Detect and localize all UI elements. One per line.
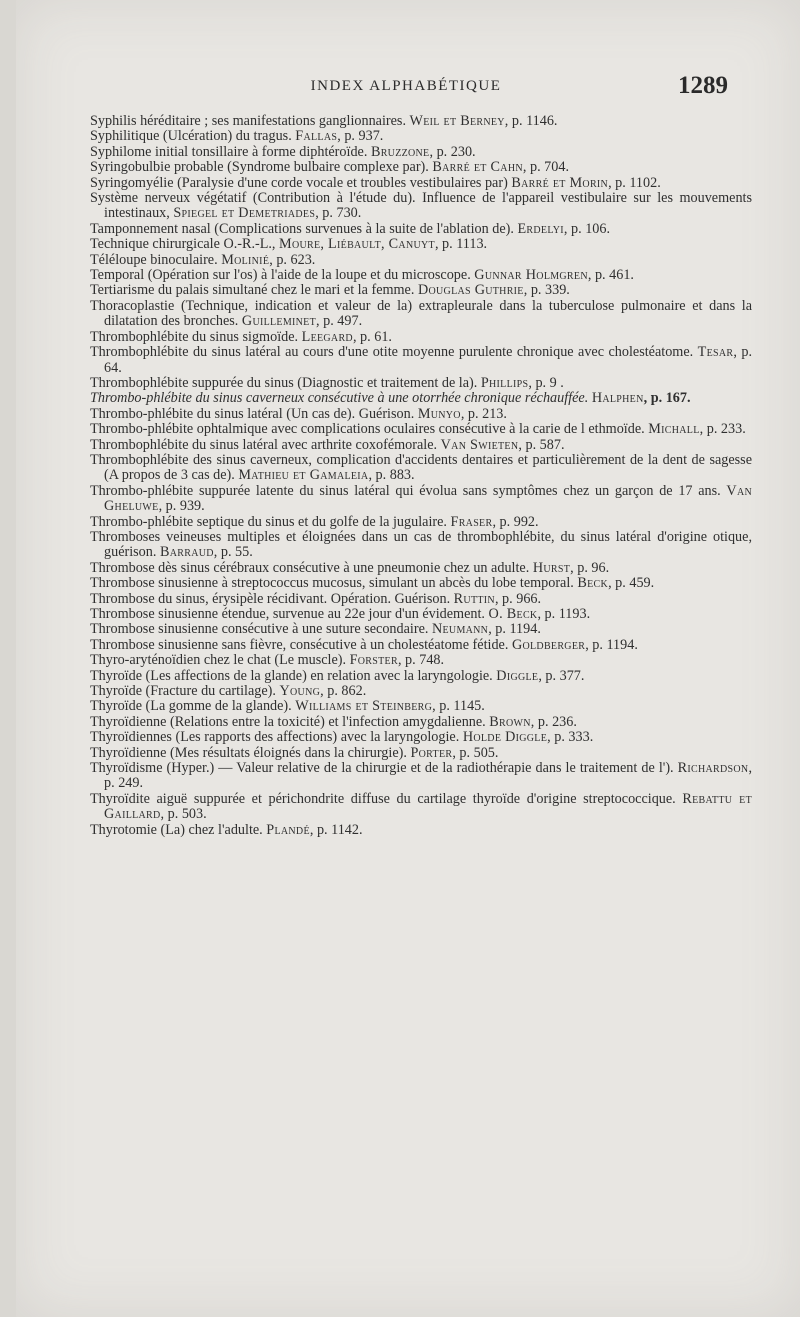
entry-page-ref: , p. 1194. (585, 636, 638, 653)
index-entry (90, 438, 752, 453)
entry-page-ref: , p. 1193. (537, 606, 591, 622)
entry-authors: Hurst (532, 559, 571, 576)
entry-subject: Thrombophlébite du sinus latéral au cours d'une otite moyenne purulente chronique avec cholestéatome. (90, 344, 698, 361)
entry-subject: Thrombose dès sinus cérébraux consécutive à une pneumonie chez un adulte. (90, 559, 533, 576)
index-entry (90, 592, 752, 607)
index-entry (90, 622, 752, 637)
entry-subject: Thyroïdienne (Mes résultats éloignés dans la chirurgie). (90, 744, 411, 761)
entry-page-ref: , p. 333. (547, 729, 594, 746)
entry-page-ref: , p. 461. (587, 267, 634, 284)
index-entry (90, 607, 752, 622)
entry-subject: Thrombose du sinus, érysipèle récidivant. Opération. Guérison. (90, 590, 454, 607)
index-entry (90, 561, 752, 576)
index-entry (90, 237, 752, 252)
entry-page-ref: , p. 106. (563, 220, 611, 237)
index-entries (90, 114, 752, 838)
page-header (16, 72, 800, 102)
entry-authors: Neumann (431, 621, 489, 638)
entry-subject: Thrombose sinusienne sans fièvre, consécutive à un cholestéatome fétide. (90, 636, 512, 653)
index-entry (90, 699, 752, 714)
entry-authors: Leegard (301, 328, 353, 345)
entry-subject: Syphilome initial tonsillaire à forme diphtéroïde. (90, 143, 371, 160)
entry-authors: Plandé (266, 821, 310, 838)
entry-authors: Holde Diggle (462, 729, 548, 746)
entry-subject: Thrombo-phlébite du sinus caverneux consécutive à une otorrhée chronique réchauffée. (90, 390, 592, 407)
entry-page-ref: , p. 96. (570, 559, 610, 576)
index-entry (90, 422, 752, 437)
index-entry (90, 376, 752, 391)
entry-subject: Syphilis héréditaire ; ses manifestations ganglionnaires. (90, 113, 410, 129)
entry-page-ref: , p. 992. (492, 513, 539, 530)
index-entry (90, 299, 752, 330)
entry-subject: Thyro-aryténoïdien chez le chat (Le muscle). (90, 652, 350, 669)
entry-subject: Thromboses veineuses multiples et éloignées dans un cas de thrombophlébite, du sinus latéral d'origine otique, guérison. (90, 528, 752, 561)
entry-page-ref: , p. 497. (316, 313, 363, 330)
entry-page-ref: , p. 55. (213, 544, 253, 561)
entry-authors: Forster (349, 652, 398, 669)
entry-page-ref: , p. 249. (104, 760, 752, 792)
entry-page-ref: , p. 167. (643, 390, 691, 407)
entry-authors: Beck (577, 575, 609, 592)
entry-page-ref: , p. 748. (397, 652, 445, 669)
entry-subject: Thyroïde (Les affections de la glande) en relation avec la laryngologie. (90, 667, 497, 684)
entry-page-ref: , p. 730. (315, 205, 362, 222)
index-entry (90, 684, 752, 699)
entry-authors: Goldberger (511, 636, 586, 653)
index-entry (90, 653, 752, 668)
page-number: 1289 (678, 72, 728, 99)
entry-authors: Douglas Guthrie (417, 282, 524, 299)
index-entry (90, 191, 752, 222)
index-entry (90, 746, 752, 761)
index-entry (90, 638, 752, 653)
entry-page-ref: , p. 1142. (309, 821, 363, 838)
entry-subject: Tertiarisme du palais simultané chez le mari et la femme. (90, 282, 418, 299)
entry-page-ref: , p. 339. (523, 282, 570, 299)
entry-subject: Téléloupe binoculaire. (90, 251, 222, 268)
index-entry (90, 145, 752, 160)
entry-page-ref: , p. 862. (320, 683, 367, 700)
entry-subject: Thrombose sinusienne consécutive à une suture secondaire. (90, 621, 432, 638)
index-entry (90, 792, 752, 823)
entry-subject: Syphilitique (Ulcération) du tragus. (90, 128, 296, 145)
index-entry (90, 391, 752, 406)
entry-authors: Phillips (480, 374, 529, 391)
index-entry (90, 515, 752, 530)
entry-authors: Weil et Berney (409, 113, 505, 129)
entry-subject: Thrombophlébite du sinus sigmoïde. (90, 328, 302, 345)
entry-page-ref: , p. 230. (429, 143, 476, 160)
index-entry (90, 160, 752, 175)
document-page (16, 0, 800, 1317)
entry-subject: Thrombo-phlébite du sinus latéral (Un cas de). Guérison. (90, 405, 418, 422)
entry-page-ref: , p. 503. (160, 806, 207, 823)
entry-authors: Bruzzone (370, 143, 430, 160)
entry-authors: Barré et Cahn (432, 159, 523, 176)
entry-authors: Richardson (677, 760, 749, 777)
running-title: INDEX ALPHABÉTIQUE (310, 78, 502, 94)
entry-page-ref: , p. 883. (368, 467, 415, 484)
entry-authors: Williams et Steinberg (295, 698, 433, 715)
entry-authors: Brown (489, 713, 531, 730)
entry-page-ref: , p. 1145. (432, 698, 485, 715)
entry-page-ref: , p. 623. (269, 251, 316, 268)
entry-page-ref: , p. 939. (158, 498, 205, 515)
entry-authors: Ruttin (453, 590, 495, 607)
entry-subject: Thrombophlébite des sinus caverneux, complication d'accidents dentaires et particulièrement de la dent de sagesse (A propos de 3 cas de). (90, 451, 752, 484)
entry-subject: Thyroïdiennes (Les rapports des affections) avec la laryngologie. (90, 729, 463, 746)
index-entry (90, 453, 752, 484)
index-entry (90, 730, 752, 745)
index-entry (90, 576, 752, 591)
entry-authors: Young (279, 683, 321, 700)
entry-subject: Thrombophlébite du sinus latéral avec arthrite coxofémorale. (90, 436, 441, 453)
entry-subject: Syringobulbie probable (Syndrome bulbaire complexe par). (90, 159, 433, 176)
index-entry (90, 715, 752, 730)
entry-subject: Thrombo-phlébite septique du sinus et du golfe de la jugulaire. (90, 513, 451, 530)
index-entry (90, 407, 752, 422)
index-entry (90, 345, 752, 376)
entry-page-ref: , p. 1146. (504, 113, 558, 129)
entry-subject: Temporal (Opération sur l'os) à l'aide de la loupe et du microscope. (90, 267, 475, 284)
entry-subject: Thyroïdite aiguë suppurée et périchondrite diffuse du cartilage thyroïde d'origine streptococcique. (90, 790, 683, 807)
entry-authors: Van Swieten (440, 436, 519, 453)
entry-page-ref: , p. 377. (538, 667, 585, 684)
entry-page-ref: , p. 1194. (488, 621, 541, 638)
entry-subject: Thrombo-phlébite suppurée latente du sinus latéral qui évolua sans symptômes chez un garçon de 17 ans. (90, 482, 727, 499)
index-entry (90, 484, 752, 515)
index-entry (90, 330, 752, 345)
index-entry (90, 222, 752, 237)
entry-authors: Van Gheluwe (104, 482, 752, 515)
index-entry (90, 530, 752, 561)
index-entry (90, 253, 752, 268)
entry-authors: Spiegel et Demetriades (173, 205, 316, 222)
entry-authors: Munyo (417, 405, 461, 422)
entry-authors: Halphen (591, 390, 644, 407)
entry-authors: Michall (648, 421, 700, 438)
index-entry (90, 761, 752, 792)
entry-subject: Thrombose sinusienne à streptococcus mucosus, simulant un abcès du lobe temporal. (90, 575, 578, 592)
entry-subject: Thyroïdisme (Hyper.) — Valeur relative de la chirurgie et de la radiothérapie dans le traitement de l'). (90, 760, 678, 777)
index-entry (90, 268, 752, 283)
entry-authors: Fraser (450, 513, 493, 530)
index-entry (90, 176, 752, 191)
entry-page-ref: , p. 459. (608, 575, 655, 592)
entry-authors: Gunnar Holmgren (474, 267, 588, 284)
entry-page-ref: , p. 966. (494, 590, 542, 607)
index-entry (90, 669, 752, 684)
entry-subject: Thrombo-phlébite ophtalmique avec complications oculaires consécutive à la carie de l ethmoïde. (90, 421, 649, 438)
index-entry (90, 823, 752, 838)
entry-page-ref: , p. 587. (518, 436, 565, 453)
entry-subject: Thyroïde (La gomme de la glande). (90, 698, 296, 715)
entry-authors: Rebattu et Gaillard (104, 790, 752, 823)
entry-subject: Thoracoplastie (Technique, indication et valeur de la) extrapleurale dans la tuberculose pulmonaire et dans la dilatation des bronches. (90, 297, 752, 330)
entry-subject: Thyrotomie (La) chez l'adulte. (90, 821, 267, 838)
entry-page-ref: , p. 9 . (528, 374, 564, 391)
entry-authors: Tesar (697, 344, 734, 361)
entry-page-ref: , p. 213. (460, 405, 507, 422)
entry-authors: Molinié (221, 251, 270, 268)
entry-page-ref: , p. 1102. (608, 174, 661, 191)
entry-subject: Système nerveux végétatif (Contribution à l'étude du). Influence de l'appareil vestibulaire sur les mouvements intestinaux, (90, 190, 752, 222)
entry-authors: Diggle (496, 667, 539, 684)
entry-subject: Thyroïde (Fracture du cartilage). (90, 683, 280, 700)
index-entry (90, 283, 752, 298)
entry-authors: Guilleminet (241, 313, 316, 330)
entry-subject: Thrombophlébite suppurée du sinus (Diagnostic et traitement de la). (90, 374, 481, 391)
entry-authors: Mathieu et Gamaleia (238, 467, 369, 484)
entry-page-ref: , p. 236. (530, 713, 577, 730)
index-entry (90, 129, 752, 144)
entry-page-ref: , p. 704. (522, 159, 569, 176)
entry-page-ref: , p. 233. (699, 421, 746, 438)
entry-authors: Barré et Morin (511, 174, 609, 191)
entry-authors: Fallas (295, 128, 338, 145)
entry-page-ref: , p. 937. (337, 128, 384, 145)
entry-page-ref: , p. 1113. (434, 236, 488, 253)
entry-page-ref: , p. 61. (352, 328, 392, 345)
entry-subject: Technique chirurgicale O.-R.-L., (90, 236, 280, 253)
entry-page-ref: , p. 64. (104, 344, 753, 376)
entry-authors: O. Beck (488, 606, 538, 622)
entry-subject: Thrombose sinusienne étendue, survenue au 22e jour d'un évidement. (90, 606, 489, 622)
entry-subject: Tamponnement nasal (Complications survenues à la suite de l'ablation de). (90, 220, 518, 237)
entry-subject: Syringomyélie (Paralysie d'une corde vocale et troubles vestibulaires par) (90, 174, 512, 191)
entry-authors: Porter (410, 744, 453, 761)
entry-authors: Erdelyi (517, 220, 564, 237)
entry-page-ref: , p. 505. (452, 744, 499, 761)
entry-subject: Thyroïdienne (Relations entre la toxicité) et l'infection amygdalienne. (90, 713, 490, 730)
entry-authors: Barraud (159, 544, 214, 561)
entry-authors: Moure, Liébault, Canuyt (279, 236, 435, 253)
index-entry (90, 114, 752, 129)
